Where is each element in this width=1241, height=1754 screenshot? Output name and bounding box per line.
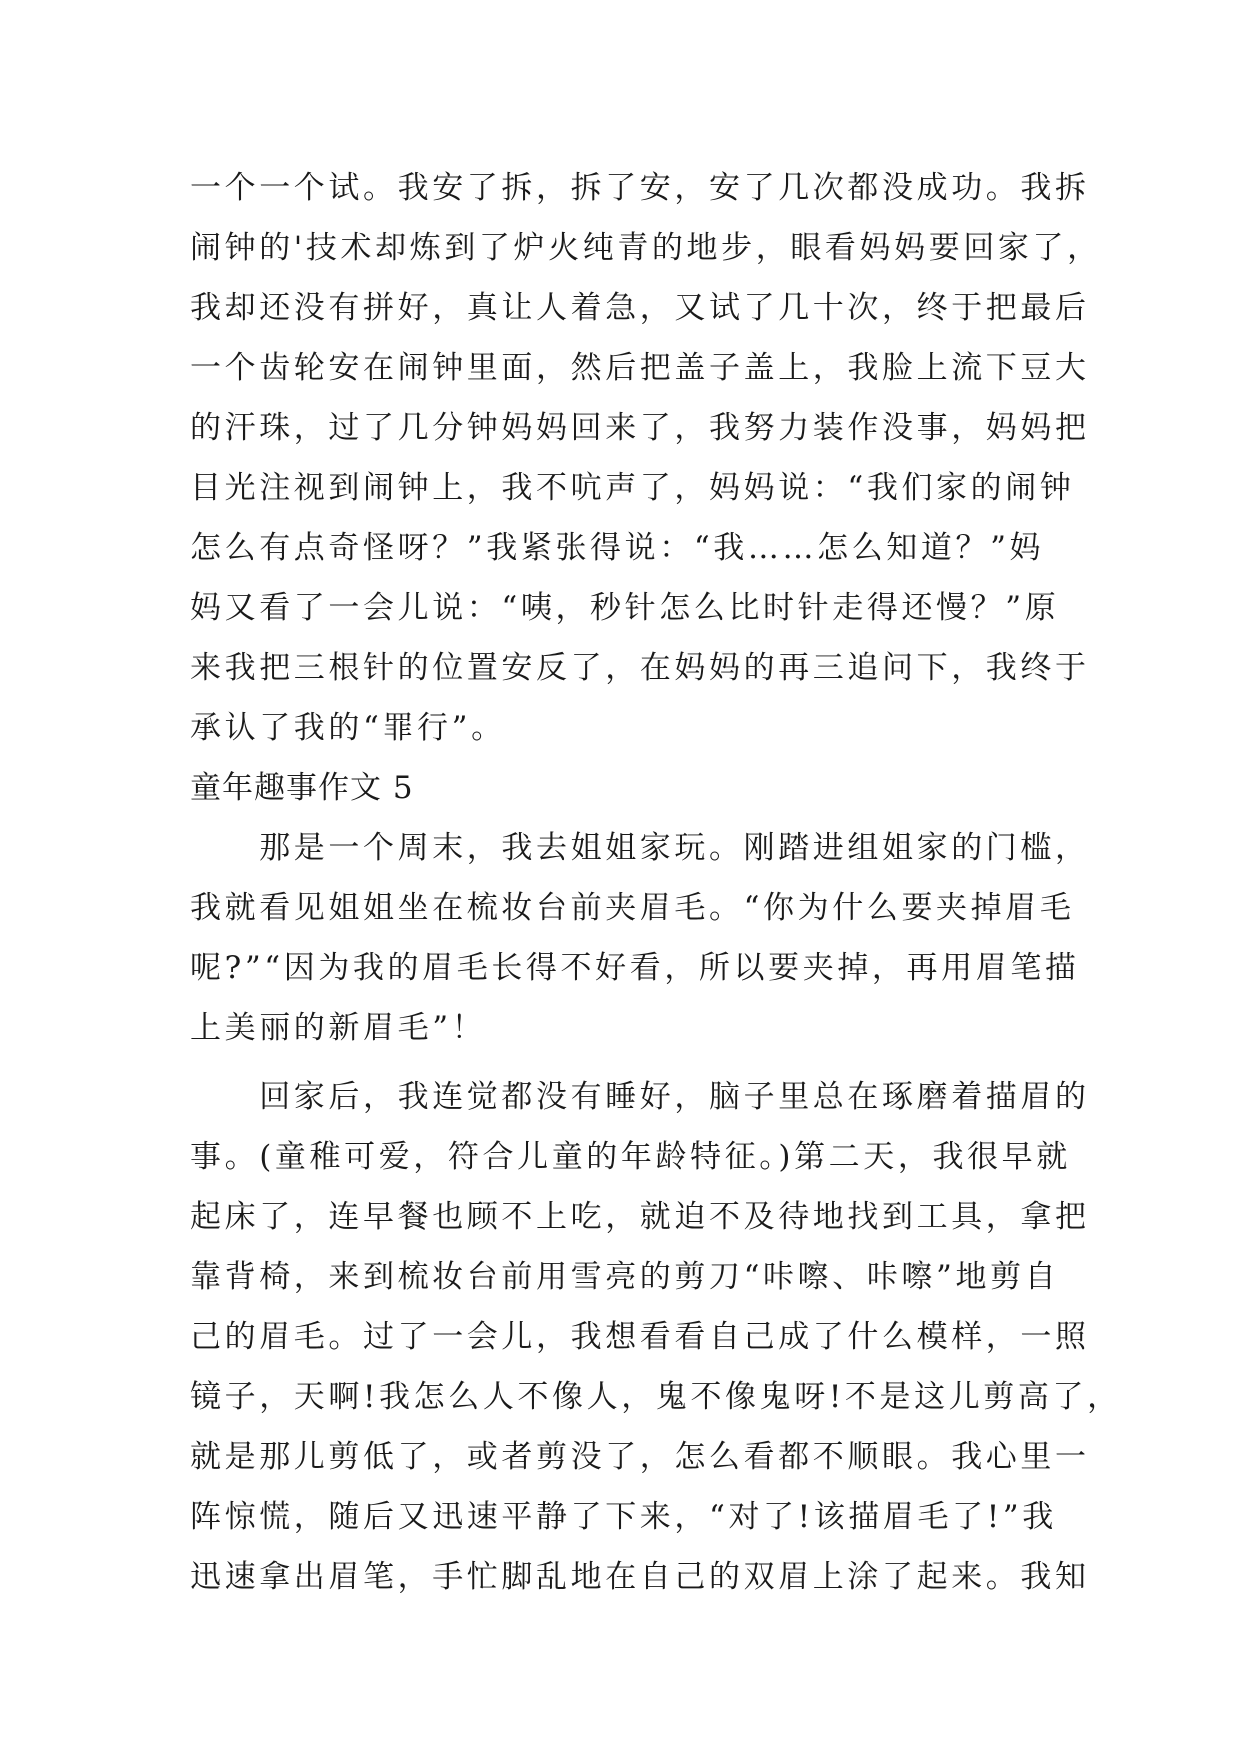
paragraph-gap xyxy=(190,1058,1060,1067)
text-line: 阵惊慌，随后又迅速平静了下来，“对了!该描眉毛了!”我 xyxy=(190,1499,1057,1535)
text-line: 就是那儿剪低了，或者剪没了，怎么看都不顺眼。我心里一 xyxy=(190,1439,1090,1475)
text-line: 回家后，我连觉都没有睡好，脑子里总在琢磨着描眉的 xyxy=(190,1079,1090,1115)
text-line: 迅速拿出眉笔，手忙脚乱地在自己的双眉上涂了起来。我知 xyxy=(190,1559,1090,1595)
text-line: 来我把三根针的位置安反了，在妈妈的再三追问下，我终于 xyxy=(190,650,1090,686)
text-line: 妈又看了一会儿说：“咦，秒针怎么比时针走得还慢？”原 xyxy=(190,590,1060,626)
paragraph-3 xyxy=(190,1067,1122,1607)
text-line: 我就看见姐姐坐在梳妆台前夹眉毛。“你为什么要夹掉眉毛 xyxy=(190,890,1075,926)
text-line: 呢?”“因为我的眉毛长得不好看，所以要夹掉，再用眉笔描 xyxy=(190,950,1080,986)
paragraph-2 xyxy=(190,818,1090,1058)
text-line: 靠背椅，来到梳妆台前用雪亮的剪刀“咔嚓、咔嚓”地剪自 xyxy=(190,1259,1060,1295)
text-line: 己的眉毛。过了一会儿，我想看看自己成了什么模样，一照 xyxy=(190,1319,1090,1355)
text-line: 我却还没有拼好，真让人着急，又试了几十次，终于把最后 xyxy=(190,290,1090,326)
text-line: 的汗珠，过了几分钟妈妈回来了，我努力装作没事，妈妈把 xyxy=(190,410,1090,446)
text-line: 事。(童稚可爱，符合儿童的年龄特征。)第二天，我很早就 xyxy=(190,1139,1071,1175)
text-line: 上美丽的新眉毛”！ xyxy=(190,1010,487,1046)
section-heading: 童年趣事作文 5 xyxy=(190,770,414,806)
text-line: 一个一个试。我安了拆，拆了安，安了几次都没成功。我拆 xyxy=(190,170,1090,206)
document-body xyxy=(190,158,1122,1607)
text-line: 闹钟的'技术却炼到了炉火纯青的地步，眼看妈妈要回家了， xyxy=(190,230,1102,266)
text-line: 怎么有点奇怪呀？”我紧张得说：“我……怎么知道？”妈 xyxy=(190,530,1045,566)
text-line: 镜子，天啊!我怎么人不像人，鬼不像鬼呀!不是这儿剪高了， xyxy=(190,1379,1122,1415)
paragraph-continuation xyxy=(190,158,1102,758)
text-line: 一个齿轮安在闹钟里面，然后把盖子盖上，我脸上流下豆大 xyxy=(190,350,1090,386)
text-line: 目光注视到闹钟上，我不吭声了，妈妈说：“我们家的闹钟 xyxy=(190,470,1075,506)
text-line: 那是一个周末，我去姐姐家玩。刚踏进组姐家的门槛， xyxy=(190,830,1090,866)
text-line: 承认了我的“罪行”。 xyxy=(190,710,506,746)
text-line: 起床了，连早餐也顾不上吃，就迫不及待地找到工具，拿把 xyxy=(190,1199,1090,1235)
